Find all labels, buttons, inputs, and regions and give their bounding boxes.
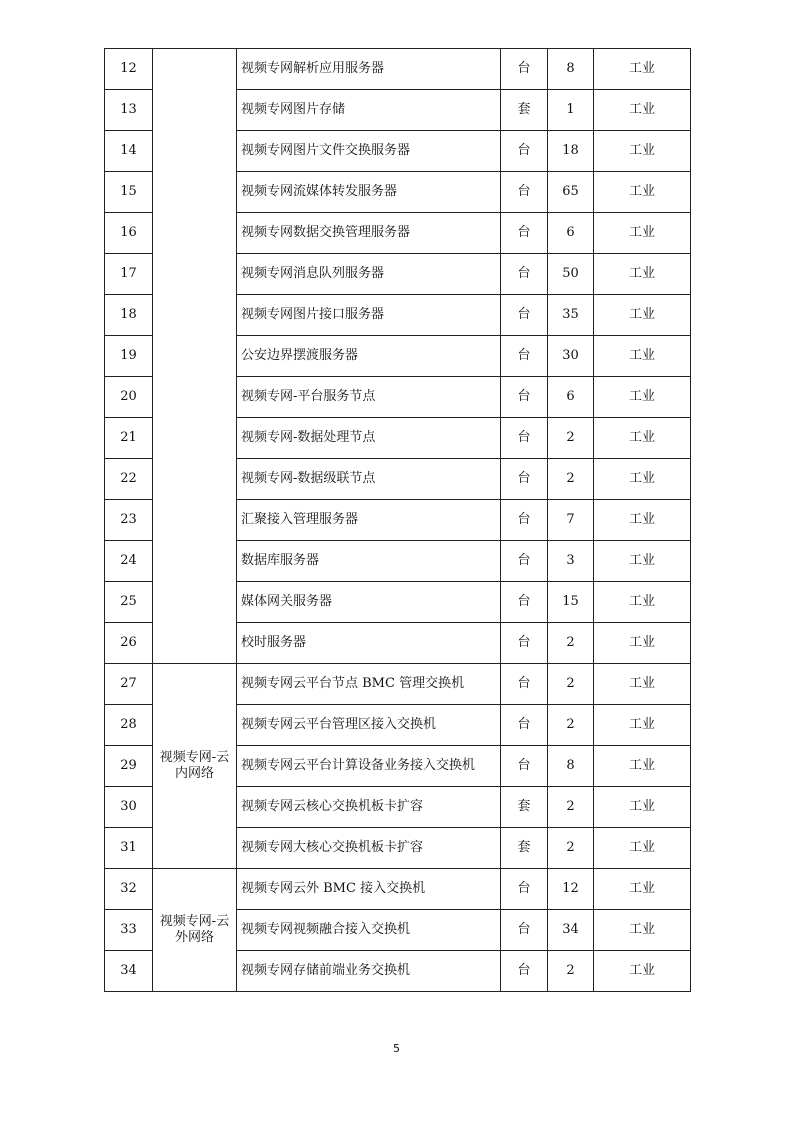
unit-cell: 台 bbox=[501, 664, 548, 705]
device-name-cell: 视频专网消息队列服务器 bbox=[237, 254, 501, 295]
row-number-cell: 30 bbox=[105, 787, 153, 828]
quantity-cell: 35 bbox=[548, 295, 594, 336]
device-name-cell: 视频专网云核心交换机板卡扩容 bbox=[237, 787, 501, 828]
device-name-cell: 视频专网云平台节点 BMC 管理交换机 bbox=[237, 664, 501, 705]
quantity-cell: 2 bbox=[548, 787, 594, 828]
equipment-table-body bbox=[105, 49, 691, 992]
quantity-cell: 2 bbox=[548, 459, 594, 500]
unit-cell: 台 bbox=[501, 869, 548, 910]
quantity-cell: 8 bbox=[548, 746, 594, 787]
category-cell: 工业 bbox=[594, 746, 691, 787]
row-number-cell: 19 bbox=[105, 336, 153, 377]
category-cell: 工业 bbox=[594, 951, 691, 992]
device-name-cell: 校时服务器 bbox=[237, 623, 501, 664]
table-row bbox=[105, 869, 691, 910]
unit-cell: 台 bbox=[501, 377, 548, 418]
device-name-cell: 视频专网数据交换管理服务器 bbox=[237, 213, 501, 254]
device-name-cell: 媒体网关服务器 bbox=[237, 582, 501, 623]
category-cell: 工业 bbox=[594, 664, 691, 705]
row-number-cell: 16 bbox=[105, 213, 153, 254]
quantity-cell: 3 bbox=[548, 541, 594, 582]
unit-cell: 台 bbox=[501, 172, 548, 213]
row-number-cell: 34 bbox=[105, 951, 153, 992]
row-number-cell: 14 bbox=[105, 131, 153, 172]
quantity-cell: 34 bbox=[548, 910, 594, 951]
row-number-cell: 17 bbox=[105, 254, 153, 295]
category-cell: 工业 bbox=[594, 869, 691, 910]
category-cell: 工业 bbox=[594, 172, 691, 213]
row-number-cell: 18 bbox=[105, 295, 153, 336]
row-number-cell: 23 bbox=[105, 500, 153, 541]
quantity-cell: 2 bbox=[548, 664, 594, 705]
quantity-cell: 30 bbox=[548, 336, 594, 377]
group-cell: 视频专网-云外网络 bbox=[153, 869, 237, 992]
device-name-cell: 视频专网云平台管理区接入交换机 bbox=[237, 705, 501, 746]
quantity-cell: 8 bbox=[548, 49, 594, 90]
row-number-cell: 32 bbox=[105, 869, 153, 910]
unit-cell: 台 bbox=[501, 582, 548, 623]
unit-cell: 台 bbox=[501, 254, 548, 295]
row-number-cell: 26 bbox=[105, 623, 153, 664]
unit-cell: 台 bbox=[501, 213, 548, 254]
group-cell bbox=[153, 49, 237, 664]
unit-cell: 台 bbox=[501, 951, 548, 992]
category-cell: 工业 bbox=[594, 90, 691, 131]
quantity-cell: 7 bbox=[548, 500, 594, 541]
unit-cell: 台 bbox=[501, 623, 548, 664]
unit-cell: 套 bbox=[501, 90, 548, 131]
category-cell: 工业 bbox=[594, 49, 691, 90]
quantity-cell: 18 bbox=[548, 131, 594, 172]
category-cell: 工业 bbox=[594, 705, 691, 746]
device-name-cell: 视频专网-数据级联节点 bbox=[237, 459, 501, 500]
category-cell: 工业 bbox=[594, 254, 691, 295]
quantity-cell: 2 bbox=[548, 705, 594, 746]
unit-cell: 台 bbox=[501, 418, 548, 459]
category-cell: 工业 bbox=[594, 131, 691, 172]
quantity-cell: 2 bbox=[548, 418, 594, 459]
unit-cell: 台 bbox=[501, 910, 548, 951]
device-name-cell: 视频专网图片存储 bbox=[237, 90, 501, 131]
quantity-cell: 2 bbox=[548, 828, 594, 869]
device-name-cell: 视频专网解析应用服务器 bbox=[237, 49, 501, 90]
row-number-cell: 12 bbox=[105, 49, 153, 90]
device-name-cell: 视频专网-数据处理节点 bbox=[237, 418, 501, 459]
row-number-cell: 21 bbox=[105, 418, 153, 459]
row-number-cell: 13 bbox=[105, 90, 153, 131]
row-number-cell: 25 bbox=[105, 582, 153, 623]
device-name-cell: 视频专网视频融合接入交换机 bbox=[237, 910, 501, 951]
category-cell: 工业 bbox=[594, 541, 691, 582]
unit-cell: 台 bbox=[501, 746, 548, 787]
unit-cell: 台 bbox=[501, 459, 548, 500]
unit-cell: 台 bbox=[501, 49, 548, 90]
category-cell: 工业 bbox=[594, 213, 691, 254]
category-cell: 工业 bbox=[594, 828, 691, 869]
quantity-cell: 2 bbox=[548, 951, 594, 992]
quantity-cell: 6 bbox=[548, 377, 594, 418]
category-cell: 工业 bbox=[594, 377, 691, 418]
device-name-cell: 视频专网云外 BMC 接入交换机 bbox=[237, 869, 501, 910]
quantity-cell: 50 bbox=[548, 254, 594, 295]
row-number-cell: 31 bbox=[105, 828, 153, 869]
row-number-cell: 24 bbox=[105, 541, 153, 582]
category-cell: 工业 bbox=[594, 336, 691, 377]
row-number-cell: 20 bbox=[105, 377, 153, 418]
row-number-cell: 29 bbox=[105, 746, 153, 787]
category-cell: 工业 bbox=[594, 500, 691, 541]
device-name-cell: 视频专网存储前端业务交换机 bbox=[237, 951, 501, 992]
category-cell: 工业 bbox=[594, 418, 691, 459]
device-name-cell: 汇聚接入管理服务器 bbox=[237, 500, 501, 541]
quantity-cell: 15 bbox=[548, 582, 594, 623]
category-cell: 工业 bbox=[594, 623, 691, 664]
device-name-cell: 视频专网云平台计算设备业务接入交换机 bbox=[237, 746, 501, 787]
unit-cell: 套 bbox=[501, 828, 548, 869]
group-cell: 视频专网-云内网络 bbox=[153, 664, 237, 869]
category-cell: 工业 bbox=[594, 787, 691, 828]
device-name-cell: 公安边界摆渡服务器 bbox=[237, 336, 501, 377]
unit-cell: 台 bbox=[501, 131, 548, 172]
device-name-cell: 视频专网图片文件交换服务器 bbox=[237, 131, 501, 172]
row-number-cell: 27 bbox=[105, 664, 153, 705]
row-number-cell: 33 bbox=[105, 910, 153, 951]
unit-cell: 台 bbox=[501, 336, 548, 377]
unit-cell: 台 bbox=[501, 705, 548, 746]
device-name-cell: 视频专网大核心交换机板卡扩容 bbox=[237, 828, 501, 869]
table-row bbox=[105, 664, 691, 705]
quantity-cell: 2 bbox=[548, 623, 594, 664]
unit-cell: 套 bbox=[501, 787, 548, 828]
category-cell: 工业 bbox=[594, 910, 691, 951]
quantity-cell: 12 bbox=[548, 869, 594, 910]
table-row bbox=[105, 49, 691, 90]
row-number-cell: 22 bbox=[105, 459, 153, 500]
category-cell: 工业 bbox=[594, 295, 691, 336]
unit-cell: 台 bbox=[501, 500, 548, 541]
quantity-cell: 1 bbox=[548, 90, 594, 131]
category-cell: 工业 bbox=[594, 459, 691, 500]
category-cell: 工业 bbox=[594, 582, 691, 623]
device-name-cell: 视频专网流媒体转发服务器 bbox=[237, 172, 501, 213]
unit-cell: 台 bbox=[501, 295, 548, 336]
quantity-cell: 6 bbox=[548, 213, 594, 254]
device-name-cell: 视频专网-平台服务节点 bbox=[237, 377, 501, 418]
device-name-cell: 数据库服务器 bbox=[237, 541, 501, 582]
device-name-cell: 视频专网图片接口服务器 bbox=[237, 295, 501, 336]
unit-cell: 台 bbox=[501, 541, 548, 582]
page-number: 5 bbox=[393, 1042, 400, 1055]
equipment-table bbox=[104, 48, 691, 992]
quantity-cell: 65 bbox=[548, 172, 594, 213]
row-number-cell: 15 bbox=[105, 172, 153, 213]
row-number-cell: 28 bbox=[105, 705, 153, 746]
